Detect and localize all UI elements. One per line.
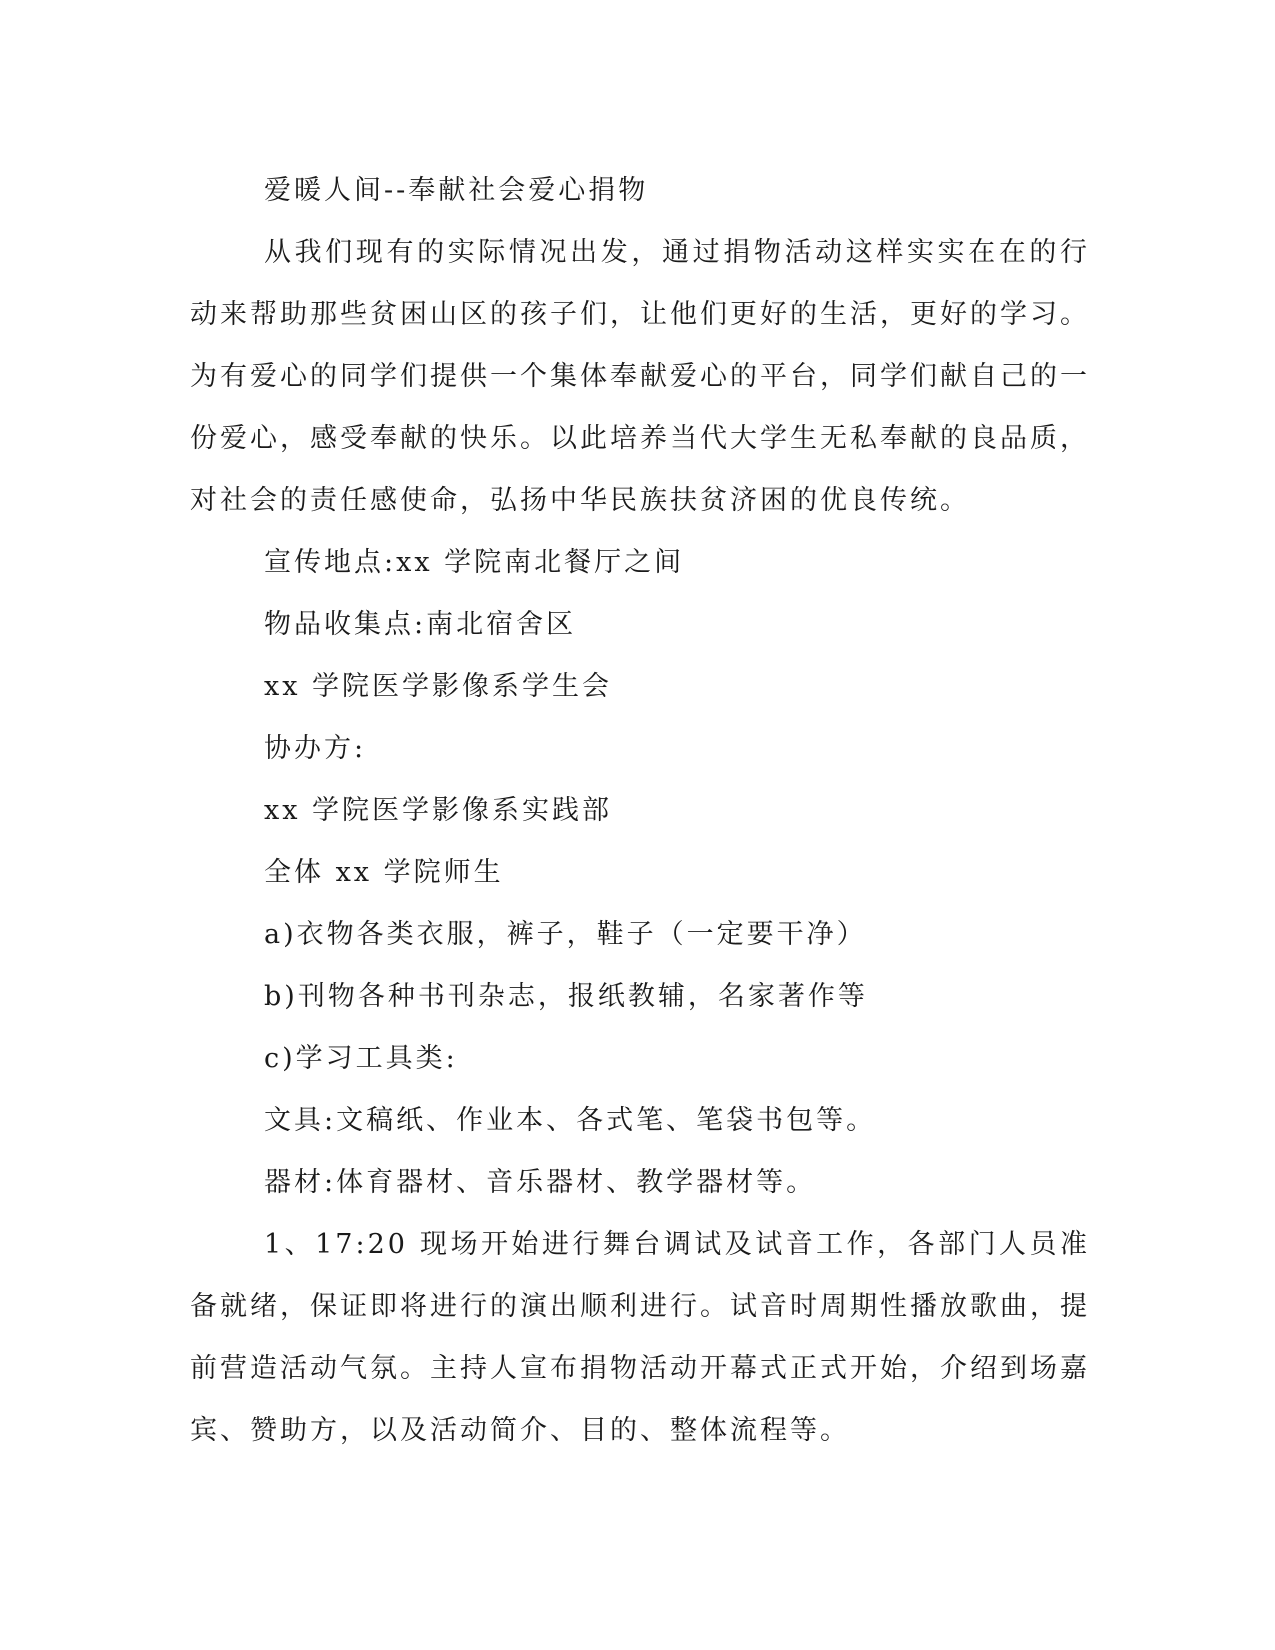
collection-point-line: 物品收集点:南北宿舍区 xyxy=(264,609,577,640)
item-publications-line: b)刊物各种书刊杂志，报纸教辅，名家著作等 xyxy=(264,981,868,1012)
intro-paragraph: 从我们现有的实际情况出发，通过捐物活动这样实实在在的行动来帮助那些贫困山区的孩子们，让他们更好的生活，更好的学习。为有爱心的同学们提供一个集体奉献爱心的平台，同学们献自己的一份爱心，感受奉献的快乐。以此培养当代大学生无私奉献的良品质，对社会的责任感使命，弘扬中华民族扶贫济困的优良传统。 xyxy=(190,237,1090,516)
publicity-location-line: 宣传地点:xx 学院南北餐厅之间 xyxy=(264,547,685,578)
schedule-paragraph: 1、17:20 现场开始进行舞台调试及试音工作，各部门人员准备就绪，保证即将进行的演出顺利进行。试音时周期性播放歌曲，提前营造活动气氛。主持人宣布捐物活动开幕式正式开始，介绍到场嘉宾、赞助方，以及活动简介、目的、整体流程等。 xyxy=(190,1229,1090,1446)
organizer-line: xx 学院医学影像系学生会 xyxy=(264,671,613,702)
equipment-line: 器材:体育器材、音乐器材、教学器材等。 xyxy=(264,1167,817,1198)
participants-line: 全体 xx 学院师生 xyxy=(264,857,504,888)
co-organizer-line: xx 学院医学影像系实践部 xyxy=(264,795,613,826)
document-body xyxy=(190,160,1090,1462)
document-title: 爱暖人间--奉献社会爱心捐物 xyxy=(264,175,649,206)
item-clothing-line: a)衣物各类衣服，裤子，鞋子（一定要干净） xyxy=(264,919,867,950)
item-study-tools-line: c)学习工具类: xyxy=(264,1043,458,1074)
stationery-line: 文具:文稿纸、作业本、各式笔、笔袋书包等。 xyxy=(264,1105,877,1136)
co-organizer-label: 协办方: xyxy=(264,733,367,764)
